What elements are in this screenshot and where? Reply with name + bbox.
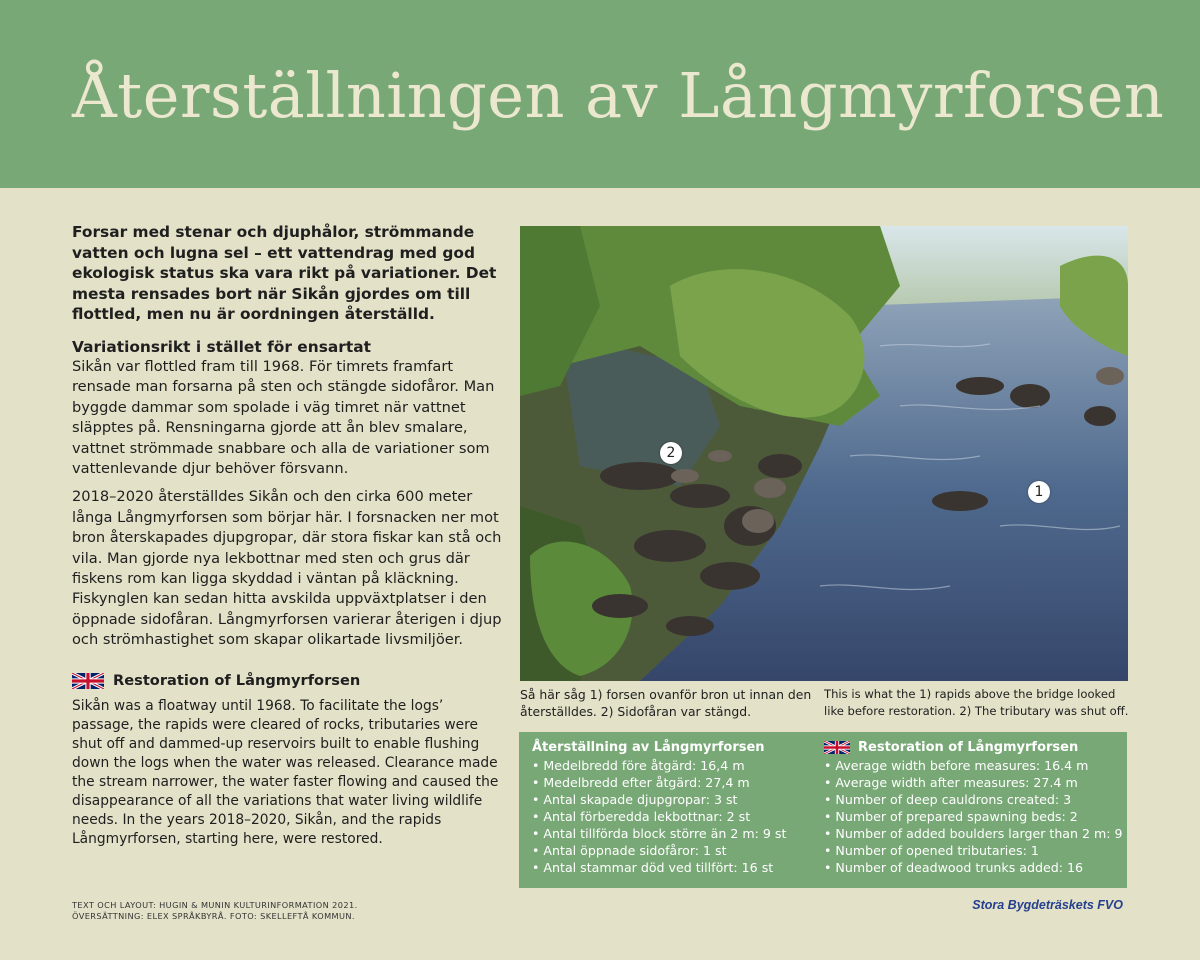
fact-item: • Number of added boulders larger than 2 m: 9 — [824, 826, 1123, 841]
credits — [72, 900, 358, 922]
facts-column-en — [824, 739, 1124, 876]
fact-item: • Number of deadwood trunks added: 16 — [824, 860, 1083, 875]
fact-item: • Average width before measures: 16.4 m — [824, 758, 1089, 773]
section-heading-en — [72, 671, 502, 691]
river-photo — [520, 226, 1128, 681]
photo-caption-sv: Så här såg 1) forsen ovanför bron ut innan den återställdes. 2) Sidofåran var stängd. — [520, 687, 812, 719]
page-title: Återställningen av Långmyrforsen — [72, 59, 1165, 132]
facts-box — [519, 732, 1127, 888]
organization-name: Stora Bygdeträskets FVO — [972, 898, 1123, 912]
fact-item: • Antal tillförda block större än 2 m: 9 st — [532, 826, 787, 841]
fact-item: • Number of prepared spawning beds: 2 — [824, 809, 1078, 824]
fact-item: • Antal skapade djupgropar: 3 st — [532, 792, 738, 807]
fact-item: • Average width after measures: 27.4 m — [824, 775, 1078, 790]
fact-item: • Antal öppnade sidofåror: 1 st — [532, 843, 727, 858]
facts-title-sv: Återställning av Långmyrforsen — [532, 740, 765, 755]
fact-item: • Antal stammar död ved tillfört: 16 st — [532, 860, 774, 875]
facts-list-en — [824, 757, 1124, 876]
facts-title-en — [824, 739, 1124, 756]
paragraph-sv-1: Sikån var flottled fram till 1968. För timrets framfart rensade man forsarna på sten och stängde sidofåror. Man byggde dammar som spolade i väg timret när vattnet släpptes på. Rensningarna gjorde att ån blev smalare, vattnet strömmade snabbare och alla de variationer som vattenlevande djur behöver försvann. — [72, 357, 495, 477]
facts-title-en-label: Restoration of Långmyrforsen — [858, 740, 1079, 755]
fact-item: • Antal förberedda lekbottnar: 2 st — [532, 809, 751, 824]
credits-line-1: TEXT OCH LAYOUT: HUGIN & MUNIN KULTURINFORMATION 2021. — [72, 900, 358, 910]
fact-item: • Medelbredd efter åtgärd: 27,4 m — [532, 775, 750, 790]
fact-item: • Number of deep cauldrons created: 3 — [824, 792, 1072, 807]
credits-line-2: ÖVERSÄTTNING: ELEX SPRÅKBYRÅ. FOTO: SKELLEFTÅ KOMMUN. — [72, 911, 355, 921]
fact-item: • Medelbredd före åtgärd: 16,4 m — [532, 758, 745, 773]
photo-caption-en: This is what the 1) rapids above the bridge looked like before restoration. 2) The tributary was shut off. — [824, 687, 1129, 718]
facts-column-sv — [532, 739, 812, 876]
paragraph-en: Sikån was a floatway until 1968. To facilitate the logs’ passage, the rapids were cleared of rocks, tributaries were shut off and dammed-up reservoirs built to enable flushing down the logs when the water was released. Clearance made the stream narrower, the water faster flowing and caused the disappearance of all the variations that water living wildlife needs. In the years 2018–2020, Sikån, and the rapids Långmyrforsen, starting here, were restored. — [72, 697, 499, 847]
fact-item: • Number of opened tributaries: 1 — [824, 843, 1039, 858]
paragraph-sv-2: 2018–2020 återställdes Sikån och den cirka 600 meter långa Långmyrforsen som börjar här. I forsnacken ner mot bron återskapades djupgropar, där stora fiskar kan stå och vila. Man gjorde nya lekbottnar med sten och grus där fiskens rom kan ligga skyddad i väntan på kläckning. Fiskynglen kan sedan hitta avskilda uppväxtplatser i den öppnade sidofåran. Långmyrforsen varierar återigen i djup och strömhastighet som skapar olikartade livsmiljöer. — [72, 488, 502, 649]
section-heading-en-label: Restoration of Långmyrforsen — [113, 672, 361, 690]
uk-flag-icon — [824, 741, 850, 754]
section-heading-sv: Variationsrikt i stället för ensartat — [72, 337, 371, 356]
header-banner — [0, 0, 1200, 188]
facts-list-sv — [532, 757, 812, 876]
photo-marker-1: 1 — [1028, 481, 1050, 503]
left-column — [72, 222, 502, 849]
uk-flag-icon — [72, 673, 104, 689]
intro-text: Forsar med stenar och djuphålor, strömmande vatten och lugna sel – ett vattendrag med god ekologisk status ska vara rikt på variationer. Det mesta rensades bort när Sikån gjordes om till flottled, men nu är oordningen återställd. — [72, 223, 497, 324]
photo-marker-2: 2 — [660, 442, 682, 464]
